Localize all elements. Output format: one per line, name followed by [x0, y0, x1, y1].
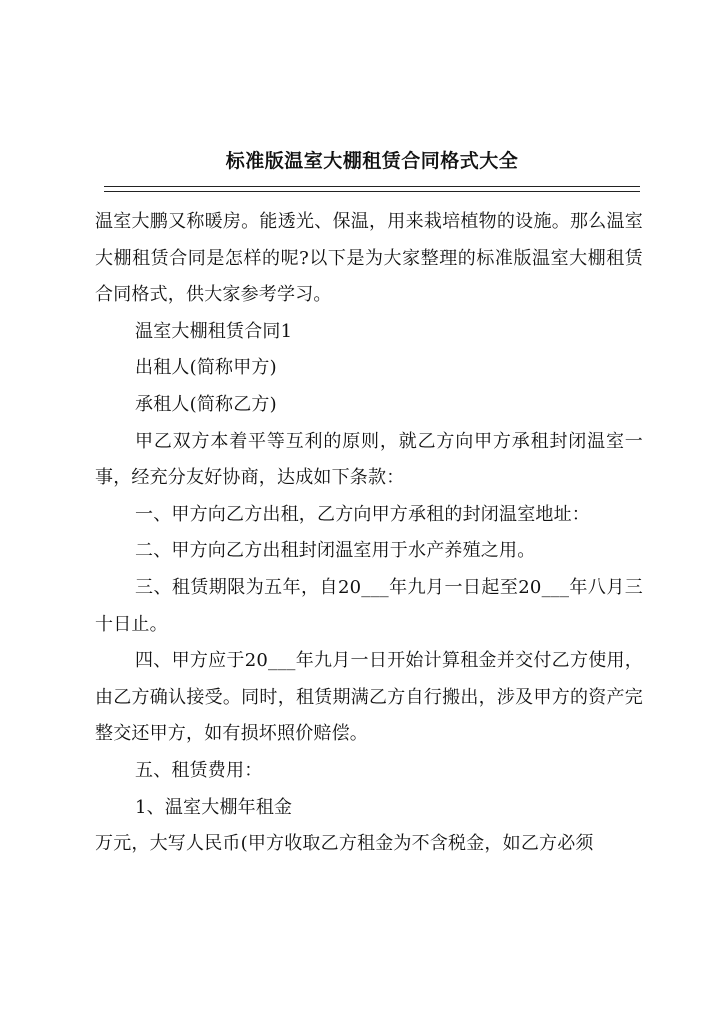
document-body	[95, 204, 643, 863]
preamble-paragraph: 甲乙双方本着平等互利的原则，就乙方向甲方承租封闭温室一事，经充分友好协商，达成如下条款：	[95, 430, 643, 489]
clause-5-heading: 五、租赁费用：	[135, 759, 263, 781]
clause-3: 三、租赁期限为五年，自20___年九月一日起至20___年八月三十日止。	[95, 576, 643, 635]
lessor-line: 出租人(简称甲方)	[135, 357, 277, 379]
clause-2: 二、甲方向乙方出租封闭温室用于水产养殖之用。	[135, 540, 536, 562]
clause-5-item-1: 1、温室大棚年租金	[135, 796, 293, 818]
lessee-line: 承租人(简称乙方)	[135, 393, 277, 415]
intro-paragraph: 温室大鹏又称暖房。能透光、保温，用来栽培植物的设施。那么温室大棚租赁合同是怎样的呢?以下是为大家整理的标准版温室大棚租赁合同格式，供大家参考学习。	[95, 211, 643, 306]
title-divider-bottom	[104, 191, 640, 192]
document-title: 标准版温室大棚租赁合同格式大全	[225, 150, 519, 172]
contract-heading: 温室大棚租赁合同1	[135, 320, 293, 342]
clause-4: 四、甲方应于20___年九月一日开始计算租金并交付乙方使用，由乙方确认接受。同时，租赁期满乙方自行搬出，涉及甲方的资产完整交还甲方，如有损坏照价赔偿。	[95, 650, 643, 745]
clause-5-item-1-continued: 万元，大写人民币(甲方收取乙方租金为不含税金，如乙方必须	[95, 833, 594, 855]
clause-1: 一、甲方向乙方出租，乙方向甲方承租的封闭温室地址：	[135, 503, 590, 525]
title-divider-top	[104, 186, 640, 187]
